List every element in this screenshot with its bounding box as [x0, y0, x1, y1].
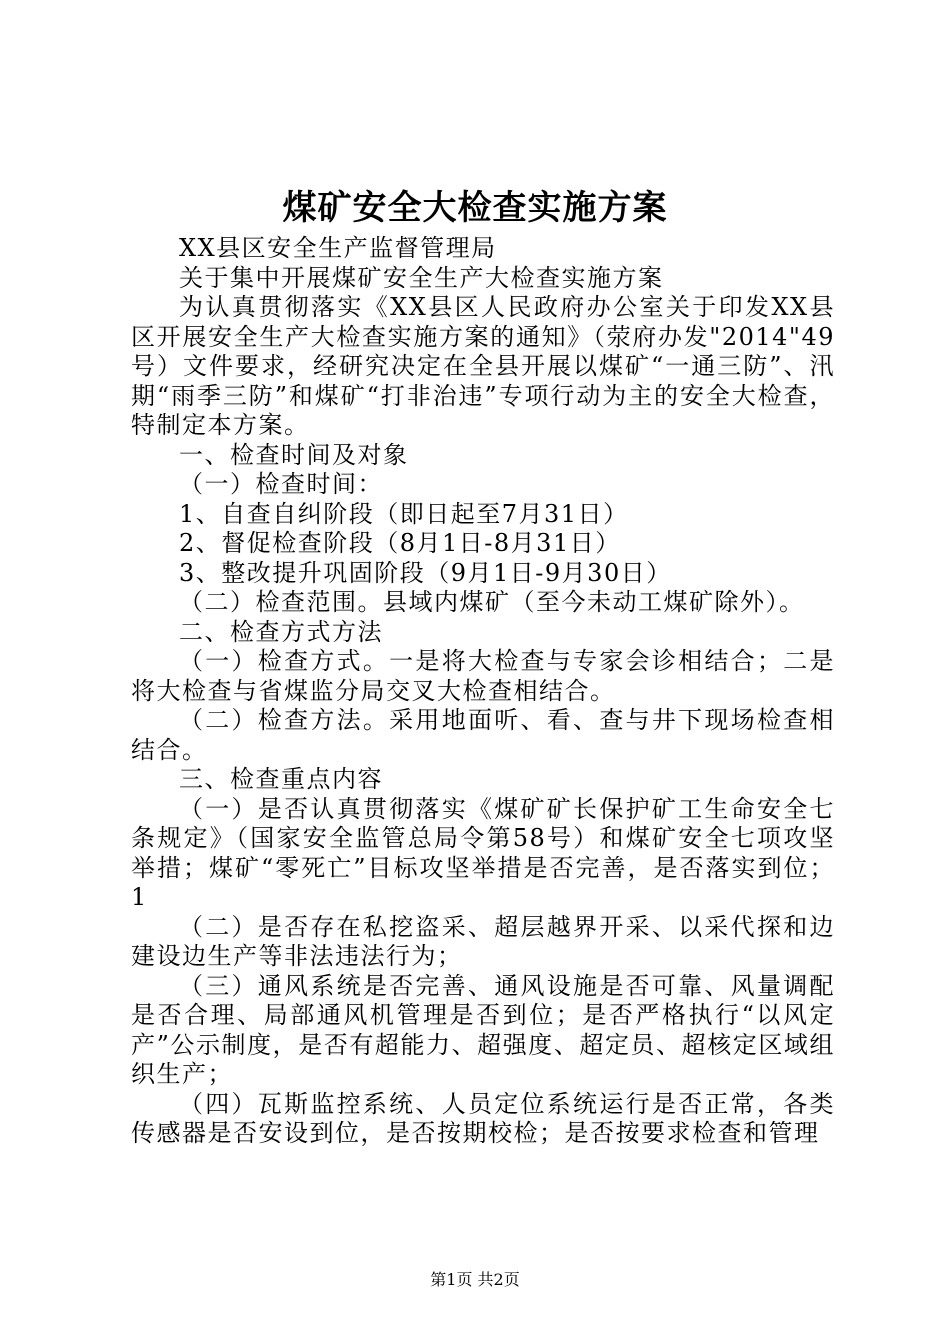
section-heading-2: 二、检查方式方法 [179, 617, 383, 646]
paragraph-focus-1: （一）是否认真贯彻落实《煤矿矿长保护矿工生命安全七条规定》（国家安全监管总局令第58号）和煤矿安全七项攻坚举措；煤矿“零死亡”目标攻坚举措是否完善，是否落实到位；1 [131, 794, 835, 911]
paragraph-issuer: XX县区安全生产监督管理局 [179, 234, 497, 262]
paragraph-method-2: （二）检查方法。采用地面听、看、查与井下现场检查相结合。 [131, 706, 835, 764]
subsection-scope: （二）检查范围。县域内煤矿（至今未动工煤矿除外）。 [179, 588, 805, 616]
list-item-stage-3: 3、整改提升巩固阶段（9月1日-9月30日） [179, 558, 672, 587]
list-item-stage-1: 1、自查自纠阶段（即日起至7月31日） [179, 499, 629, 528]
section-heading-1: 一、检查时间及对象 [179, 440, 409, 469]
document-body [131, 234, 835, 1149]
subsection-time: （一）检查时间： [179, 470, 383, 498]
section-heading-3: 三、检查重点内容 [179, 765, 383, 793]
list-item-stage-2: 2、督促检查阶段（8月1日-8月31日） [179, 529, 621, 557]
page-footer: 第1页 共2页 [430, 1270, 520, 1289]
paragraph-focus-2: （二）是否存在私挖盗采、超层越界开采、以采代探和边建设边生产等非法违法行为； [131, 912, 835, 970]
paragraph-subject: 关于集中开展煤矿安全生产大检查实施方案 [179, 263, 664, 292]
paragraph-focus-4: （四）瓦斯监控系统、人员定位系统运行是否正常，各类传感器是否安设到位，是否按期校检；是否按要求检查和管理 [131, 1089, 835, 1147]
paragraph-focus-3: （三）通风系统是否完善、通风设施是否可靠、风量调配是否合理、局部通风机管理是否到位；是否严格执行“以风定产”公示制度，是否有超能力、超强度、超定员、超核定区域组织生产； [131, 971, 835, 1088]
document-title: 煤矿安全大检查实施方案 [282, 188, 668, 228]
paragraph-method-1: （一）检查方式。一是将大检查与专家会诊相结合；二是将大检查与省煤监分局交叉大检查相结合。 [131, 647, 835, 705]
paragraph-intro: 为认真贯彻落实《XX县区人民政府办公室关于印发XX县区开展安全生产大检查实施方案的通知》（荥府办发"2014"49号）文件要求，经研究决定在全县开展以煤矿“一通三防”、汛期“雨季三防”和煤矿“打非治违”专项行动为主的安全大检查，特制定本方案。 [131, 293, 835, 439]
